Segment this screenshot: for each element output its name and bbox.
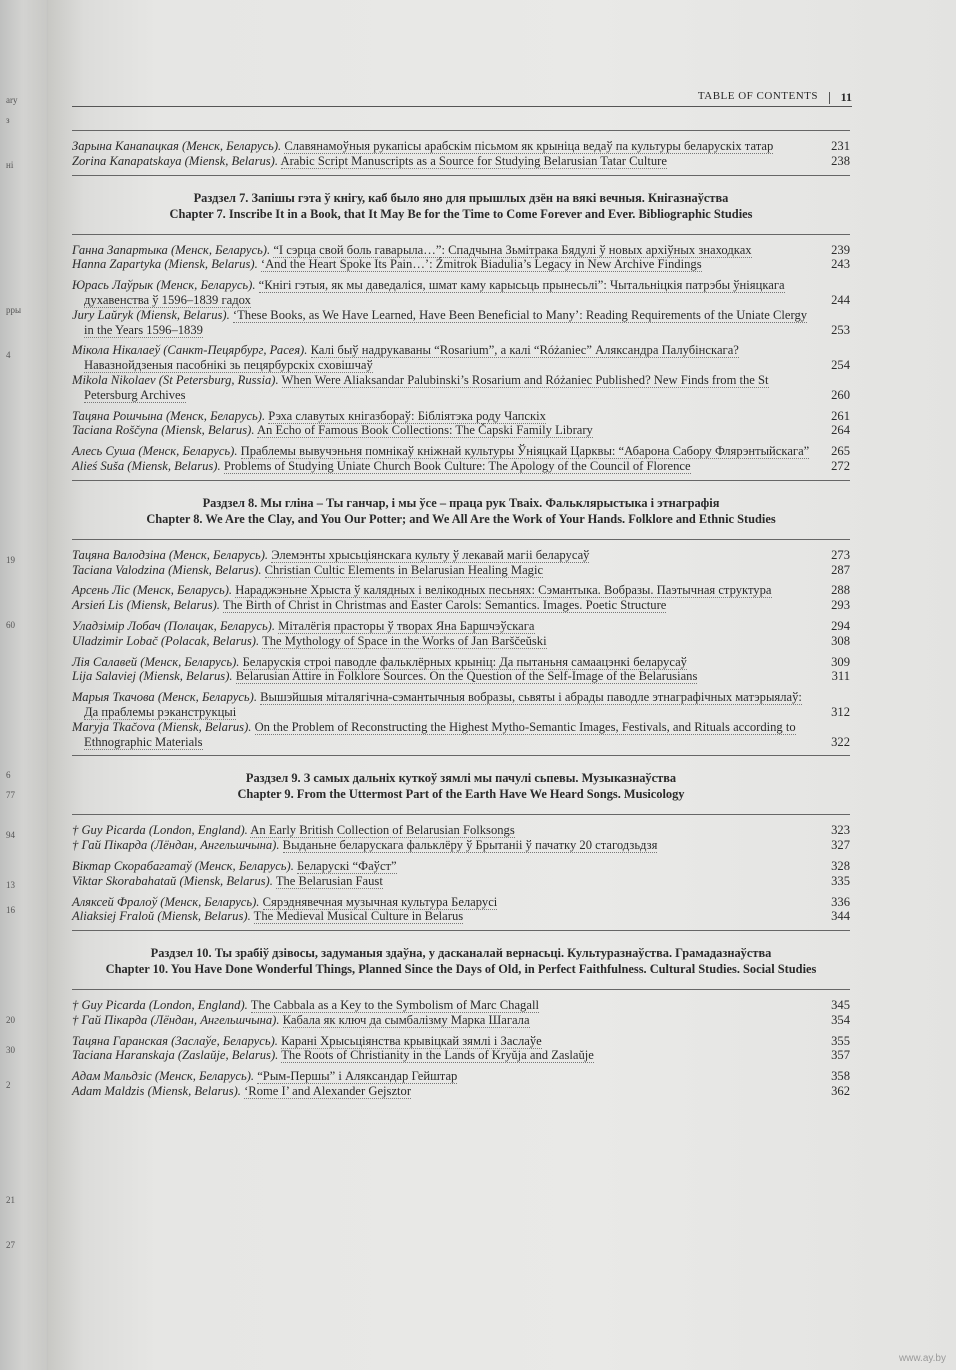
toc-entry (72, 655, 850, 670)
margin-mark: ні (6, 160, 14, 170)
toc-entry (72, 459, 850, 474)
toc-entry (72, 444, 850, 459)
entry-title: On the Problem of Reconstructing the Highest Mytho-Semantic Images, Festivals, and Rituals according to Ethnographic Materials (84, 719, 796, 749)
entry-page: 288 (831, 583, 850, 598)
toc-entry (72, 998, 850, 1013)
margin-mark: 21 (6, 1195, 15, 1205)
entry-title: Славянамоўныя рукапісы арабскім пісьмом як крыніца ведаў па культуры беларускіх татар (284, 139, 774, 153)
margin-mark: 77 (6, 790, 15, 800)
entry-author: Zorina Kanapatskaya (Miensk, Belarus). (72, 153, 279, 168)
entry-page: 260 (831, 387, 850, 402)
entry-author: Лія Салавей (Менск, Беларусь). (72, 654, 240, 669)
margin-mark: ary (6, 95, 18, 105)
chapter-heading (72, 495, 850, 527)
entry-title: Беларускія строі паводле фальклёрных крыніц: Да пытаньня самаацэнкі беларусаў (242, 654, 687, 669)
chapter-title-english: Chapter 9. From the Uttermost Part of the Earth Have We Heard Songs. Musicology (237, 787, 685, 802)
entry-page: 335 (831, 873, 850, 888)
entry-page: 273 (831, 547, 850, 562)
margin-mark: 20 (6, 1015, 15, 1025)
toc-entry (72, 423, 850, 438)
toc-entry (72, 139, 850, 154)
chapter-title-english: Chapter 8. We Are the Clay, and You Our Potter; and We All Are the Work of Your Hands. Folklore and Ethnic Studies (146, 511, 776, 526)
entry-title: An Echo of Famous Book Collections: The Čapski Family Library (256, 423, 593, 438)
toc-entry (72, 895, 850, 910)
toc-entry (72, 278, 850, 308)
entry-author: Adam Maldzis (Miensk, Belarus). (72, 1084, 241, 1099)
watermark: www.ay.by (898, 1353, 946, 1364)
entry-page: 293 (831, 598, 850, 613)
toc-entry (72, 619, 850, 634)
entry-page: 254 (831, 358, 850, 373)
entry-title: Праблемы вывучэньня помнікаў кніжнай культуры Ўніяцкай Царквы: “Абарона Сабору Флярэнтыйскага” (240, 444, 810, 459)
entry-author: Taciana Valodzina (Miensk, Belarus). (72, 562, 262, 577)
entry-author: Тацяна Валодзіна (Менск, Беларусь). (72, 547, 269, 562)
entry-author: Hanna Zapartyka (Miensk, Belarus). (72, 257, 258, 272)
margin-mark: 30 (6, 1045, 15, 1055)
entry-group (72, 859, 850, 889)
running-head-separator (829, 92, 830, 104)
entry-title: The Medieval Musical Culture in Belarus (253, 909, 464, 924)
toc-entry (72, 874, 850, 889)
entry-title: Міталёгія прасторы ў творах Яна Баршчэўскага (278, 618, 535, 633)
toc-entry (72, 1048, 850, 1063)
entry-author: Мікола Нікалаеў (Санкт-Пецярбург, Расея). (72, 343, 308, 358)
entry-title: “Кнігі гэтыя, як мы даведаліся, шмат каму карысьць прынесьлі”: Чытальніцкія патрэбы ўніяцкага духавенства ў 1596–1839 гадох (84, 278, 785, 307)
entry-group (72, 895, 850, 925)
entry-page: 344 (831, 909, 850, 924)
entry-author: Арсень Ліс (Менск, Беларусь). (72, 583, 233, 598)
entry-title: Калі быў надрукаваны “Rosarium”, а калі “Różaniec” Аляксандра Палубінскага? Навазнойдзеныя пасобнікі зь пецярбурскіх сховішчаў (84, 343, 739, 373)
toc-entry (72, 598, 850, 613)
chapter-title-belarusian: Раздзел 7. Запішы гэта ў кнігу, каб было яно для прышлых дзён на вякі вечныя. Кнігазнаўства (193, 190, 729, 205)
entry-page: 311 (831, 669, 850, 684)
chapter-title-english: Chapter 10. You Have Done Wonderful Things, Planned Since the Days of Old, in Perfect Faithfulness. Cultural Studies. Social Studies (105, 962, 817, 977)
entry-title: Вышэйшыя міталягічна-сэмантычныя вобразы, сьвяты і абрады паводле этнаграфічных матэрыялаў: Да праблемы рэканструкцыі (84, 690, 802, 719)
toc-entry (72, 1013, 850, 1028)
entry-author: Аляксей Фралоў (Менск, Беларусь). (72, 894, 260, 909)
entry-title: Элемэнты хрысьціянскага культу ў лекавай магіі беларусаў (271, 547, 590, 562)
entry-title: Arabic Script Manuscripts as a Source for Studying Belarusian Tatar Culture (280, 153, 667, 168)
entry-author: Taciana Haranskaja (Zaslaŭje, Belarus). (72, 1048, 279, 1063)
toc-entry (72, 548, 850, 563)
toc-entry (72, 823, 850, 838)
running-head-title: TABLE OF CONTENTS (697, 90, 818, 102)
entry-author: Uladzimir Lobač (Polacak, Belarus). (72, 633, 260, 648)
entry-page: 308 (831, 633, 850, 648)
entry-title: The Birth of Christ in Christmas and Easter Carols: Semantics. Images. Poetic Structure (222, 598, 667, 613)
entry-author: † Guy Picarda (London, England). (72, 998, 248, 1013)
entry-page: 327 (831, 838, 850, 853)
entry-page: 328 (831, 858, 850, 873)
toc-entry (72, 257, 850, 272)
section-rule (72, 175, 850, 176)
entry-author: Ганна Запартыка (Менск, Беларусь). (72, 242, 271, 257)
entry-author: Зарына Канапацкая (Менск, Беларусь). (72, 139, 282, 153)
entry-group (72, 1034, 850, 1064)
entry-page: 253 (831, 322, 850, 337)
entry-title: ‘And the Heart Spoke Its Pain…’: Źmitrok Biadulia’s Legacy in New Archive Findings (260, 257, 702, 272)
margin-mark: 13 (6, 880, 15, 890)
entry-group (72, 690, 850, 749)
table-of-contents (72, 124, 850, 1105)
entry-group (72, 823, 850, 853)
entry-title: Карані Хрысьціянства крывіцкай зямлі і Заслаўе (281, 1033, 542, 1048)
chapter-heading (72, 945, 850, 977)
entry-group (72, 1069, 850, 1099)
margin-mark: 2 (6, 1080, 11, 1090)
entry-author: Alieś Suša (Miensk, Belarus). (72, 458, 221, 473)
toc-entry (72, 563, 850, 578)
entry-page: 354 (831, 1012, 850, 1027)
entry-group (72, 278, 850, 337)
toc-entry (72, 669, 850, 684)
entry-title: ‘These Books, as We Have Learned, Have Been Beneficial to Many’: Reading Requirements of the Uniate Clergy in the Years 1596–1839 (84, 307, 808, 337)
entry-title: Нараджэньне Хрыста ў калядных і велікодных песьнях: Сэмантыка. Вобразы. Паэтычная структура (235, 583, 772, 598)
entry-title: Беларускі “Фаўст” (297, 858, 397, 873)
toc-entry (72, 634, 850, 649)
chapter-title-belarusian: Раздзел 8. Мы гліна – Ты ганчар, і мы ўсе – праца рук Тваіх. Фальклярыстыка і этнаграфія (202, 495, 720, 510)
entry-group (72, 409, 850, 439)
entry-author: Mikola Nikolaev (St Petersburg, Russia). (72, 372, 279, 387)
entry-title: ‘Rome I’ and Alexander Gejsztor (244, 1084, 412, 1099)
entry-group (72, 139, 850, 169)
entry-title: The Belarusian Faust (275, 873, 383, 888)
entry-title: Belarusian Attire in Folklore Sources. On the Question of the Self-Image of the Belarusians (235, 669, 698, 684)
entry-group (72, 444, 850, 474)
entry-author: Taciana Roščyna (Miensk, Belarus). (72, 423, 255, 438)
entry-author: Юрась Лаўрык (Менск, Беларусь). (72, 278, 256, 293)
toc-entry (72, 909, 850, 924)
section-rule (72, 755, 850, 756)
section-rule (72, 234, 850, 235)
entry-page: 238 (831, 153, 850, 168)
entry-page: 272 (831, 458, 850, 473)
toc-entry (72, 154, 850, 169)
chapter-title-belarusian: Раздзел 10. Ты зрабіў дзівосы, задуманыя здаўна, у дасканалай вернасьці. Культуразнаўства. Грамадазнаўства (150, 946, 772, 961)
entry-page: 362 (831, 1084, 850, 1099)
entry-author: Віктар Скорабагатаў (Менск, Беларусь). (72, 858, 294, 873)
entry-author: † Guy Picarda (London, England). (72, 823, 248, 838)
entry-author: Тацяна Рошчына (Менск, Беларусь). (72, 408, 266, 423)
section-rule (72, 989, 850, 990)
entry-page: 336 (831, 894, 850, 909)
margin-mark: з (6, 115, 10, 125)
section-rule (72, 130, 850, 131)
entry-title: Christian Cultic Elements in Belarusian Healing Magic (264, 562, 544, 577)
entry-author: Viktar Skorabahataŭ (Miensk, Belarus). (72, 873, 273, 888)
entry-page: 323 (831, 823, 850, 838)
toc-entry (72, 838, 850, 853)
section-rule (72, 539, 850, 540)
entry-page: 309 (831, 654, 850, 669)
entry-page: 287 (831, 562, 850, 577)
entry-page: 265 (831, 444, 850, 459)
entry-author: Maryja Tkačova (Miensk, Belarus). (72, 719, 252, 734)
entry-title: The Cabbala as a Key to the Symbolism of Marc Chagall (250, 998, 539, 1013)
entry-page: 231 (831, 139, 850, 153)
entry-title: The Mythology of Space in the Works of Jan Barščeŭski (262, 633, 547, 648)
entry-page: 261 (831, 408, 850, 423)
entry-group (72, 619, 850, 649)
toc-entry (72, 243, 850, 258)
margin-mark: 19 (6, 555, 15, 565)
entry-author: Jury Laŭryk (Miensk, Belarus). (72, 307, 230, 322)
section-rule (72, 930, 850, 931)
entry-group (72, 583, 850, 613)
entry-page: 358 (831, 1069, 850, 1084)
margin-mark: 6 (6, 770, 11, 780)
entry-author: Алесь Суша (Менск, Беларусь). (72, 444, 238, 459)
toc-entry (72, 1084, 850, 1099)
toc-entry (72, 343, 850, 373)
toc-entry (72, 373, 850, 403)
toc-entry (72, 308, 850, 338)
entry-title: Выданьне беларускага фальклёру ў Брытаніі ў пачатку 20 стагодзьдзя (282, 838, 658, 853)
toc-entry (72, 859, 850, 874)
chapter-heading (72, 190, 850, 222)
entry-page: 322 (831, 734, 850, 749)
entry-page: 312 (831, 704, 850, 719)
entry-author: Lija Salaviej (Miensk, Belarus). (72, 669, 233, 684)
chapter-title-english: Chapter 7. Inscribe It in a Book, that It May Be for the Time to Come Forever and Ever. Bibliographic Studies (169, 206, 753, 221)
toc-entry (72, 1069, 850, 1084)
toc-entry (72, 690, 850, 720)
entry-group (72, 343, 850, 402)
margin-mark: 4 (6, 350, 11, 360)
section-rule (72, 814, 850, 815)
entry-page: 294 (831, 618, 850, 633)
entry-title: An Early British Collection of Belarusian Folksongs (250, 823, 515, 838)
running-head (72, 90, 852, 107)
toc-entry (72, 720, 850, 750)
entry-author: Марыя Ткачова (Менск, Беларусь). (72, 690, 257, 705)
margin-mark: 27 (6, 1240, 15, 1250)
toc-entry (72, 1034, 850, 1049)
entry-title: Рэха славутых кнігазбораў: Бібліятэка роду Чапскіх (268, 408, 546, 423)
toc-entry (72, 409, 850, 424)
margin-mark: 60 (6, 620, 15, 630)
entry-title: The Roots of Christianity in the Lands of Kryŭja and Zaslaŭje (281, 1048, 594, 1063)
entry-author: Arsień Lis (Miensk, Belarus). (72, 598, 220, 613)
entry-group (72, 998, 850, 1028)
entry-title: “І сэрца свой боль гаварыла…”: Спадчына Зьмітрака Бядулі ў новых архіўных знаходках (273, 242, 752, 257)
entry-page: 357 (831, 1048, 850, 1063)
page-number: 11 (840, 90, 852, 104)
entry-author: † Гай Пікарда (Лёндан, Ангельшчына). (72, 838, 280, 853)
entry-author: Aliaksiej Fraloŭ (Miensk, Belarus). (72, 909, 251, 924)
entry-group (72, 243, 850, 273)
toc-entry (72, 583, 850, 598)
entry-page: 264 (831, 423, 850, 438)
margin-mark: 94 (6, 830, 15, 840)
entry-title: Problems of Studying Uniate Church Book Culture: The Apology of the Council of Florence (223, 458, 691, 473)
entry-title: “Рым-Першы” і Аляксандар Гейштар (257, 1069, 458, 1084)
entry-group (72, 655, 850, 685)
entry-title: Кабала як ключ да сымбалізму Марка Шагала (282, 1012, 530, 1027)
entry-page: 243 (831, 257, 850, 272)
entry-author: Уладзімір Лобач (Полацак, Беларусь). (72, 618, 276, 633)
entry-title: Сярэднявечная музычная культура Беларусі (262, 894, 498, 909)
entry-page: 244 (831, 292, 850, 307)
entry-author: † Гай Пікарда (Лёндан, Ангельшчына). (72, 1012, 280, 1027)
margin-mark: рры (6, 305, 22, 315)
entry-page: 239 (831, 242, 850, 257)
entry-author: Адам Мальдзіс (Менск, Беларусь). (72, 1069, 255, 1084)
entry-page: 355 (831, 1033, 850, 1048)
entry-page: 345 (831, 998, 850, 1013)
section-rule (72, 480, 850, 481)
margin-mark: 16 (6, 905, 15, 915)
entry-title: When Were Aliaksandar Palubinski’s Rosarium and Różaniec Published? New Finds from the St Petersburg Archives (84, 372, 769, 402)
chapter-heading (72, 770, 850, 802)
entry-group (72, 548, 850, 578)
chapter-title-belarusian: Раздзел 9. З самых дальніх куткоў зямлі мы пачулі сьпевы. Музыказнаўства (245, 771, 677, 786)
entry-author: Тацяна Гаранская (Заслаўе, Беларусь). (72, 1033, 278, 1048)
